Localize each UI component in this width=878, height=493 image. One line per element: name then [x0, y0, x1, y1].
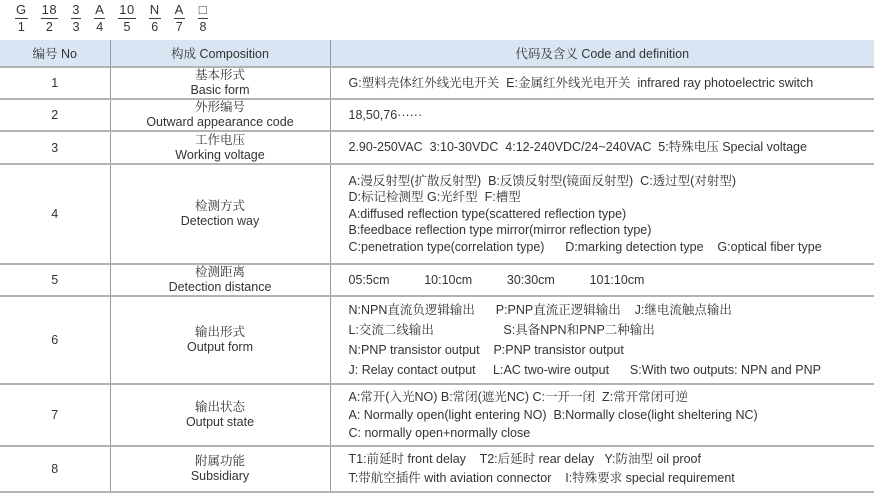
definition-line: J: Relay contact output L:AC two-wire output S:With two outputs: NPN and PNP — [348, 363, 821, 377]
definition-line: N:NPN直流负逻辑输出 P:PNP直流正逻辑输出 J:继电流触点输出 — [348, 303, 732, 317]
definition-line: L:交流二线输出 S:具备NPN和PNP二种输出 — [348, 323, 655, 337]
definition-line: T:带航空插件 with aviation connector I:特殊要求 special requirement — [348, 471, 735, 485]
code-position-3 — [71, 3, 81, 34]
composition-line: Detection distance — [168, 280, 272, 294]
definition-cell — [330, 164, 874, 264]
composition-line: 附属功能 — [194, 454, 245, 468]
definition-cell — [330, 384, 874, 446]
table-row — [0, 67, 874, 99]
composition-cell — [110, 131, 330, 164]
code-char: 18 — [41, 2, 58, 17]
composition-line: 基本形式 — [194, 68, 245, 82]
code-char: A — [95, 2, 105, 17]
definition-cell — [330, 264, 874, 296]
position-number: 8 — [199, 20, 207, 34]
header-code-definition: 代码及含义 Code and definition — [330, 40, 874, 67]
row-number-cell: 7 — [0, 384, 110, 446]
table-row — [0, 264, 874, 296]
composition-line: Output form — [187, 340, 253, 354]
definition-line: B:feedbace reflection type mirror(mirror reflection type) — [348, 223, 652, 238]
code-char: A — [174, 2, 184, 17]
position-number: 5 — [123, 20, 131, 34]
row-number-cell: 3 — [0, 131, 110, 164]
code-char: 10 — [119, 2, 135, 17]
definition-line: 18,50,76······ — [348, 107, 423, 122]
composition-cell — [110, 384, 330, 446]
definition-line: 2.90-250VAC 3:10-30VDC 4:12-240VDC/24~240VAC 5:特殊电压 Special voltage — [348, 140, 807, 155]
definition-line: A:diffused reflection type(scattered reflection type) — [348, 206, 627, 221]
definition-cell — [330, 131, 874, 164]
table-row — [0, 384, 874, 446]
composition-cell — [110, 296, 330, 384]
composition-line: 检测距离 — [194, 265, 245, 279]
position-number: 7 — [175, 20, 183, 34]
code-position-7 — [174, 3, 185, 34]
code-position-8 — [198, 3, 208, 34]
definition-line: A:漫反射型(扩散反射型) B:反馈反射型(镜面反射型) C:透过型(对射型) — [348, 173, 736, 188]
definition-line: N:PNP transistor output P:PNP transistor output — [348, 343, 624, 357]
position-number: 3 — [72, 20, 80, 34]
code-position-4 — [94, 3, 105, 34]
row-number-cell: 8 — [0, 446, 110, 492]
definition-cell — [330, 67, 874, 99]
definition-cell — [330, 446, 874, 492]
position-number: 2 — [45, 20, 53, 34]
composition-line: Outward appearance code — [146, 115, 294, 129]
position-number: 6 — [151, 20, 159, 34]
header-composition: 构成 Composition — [110, 40, 330, 67]
header-no: 编号 No — [0, 40, 110, 67]
row-number-cell: 2 — [0, 99, 110, 131]
row-number-cell: 5 — [0, 264, 110, 296]
position-number: 1 — [17, 20, 25, 34]
table-row — [0, 446, 874, 492]
composition-cell — [110, 99, 330, 131]
table-header-row — [0, 40, 874, 67]
definition-line: G:塑料壳体红外线光电开关 E:金属红外线光电开关 infrared ray photoelectric switch — [348, 75, 814, 90]
composition-cell — [110, 446, 330, 492]
definition-line: A:常开(入光NO) B:常闭(遮光NC) C:一开一闭 Z:常开常闭可逆 — [348, 390, 689, 404]
code-position-2 — [41, 3, 58, 34]
code-char: 3 — [72, 2, 80, 17]
row-number-cell: 6 — [0, 296, 110, 384]
composition-line: Working voltage — [175, 147, 265, 162]
code-char: G — [16, 2, 27, 17]
code-char: N — [149, 2, 160, 17]
composition-cell — [110, 264, 330, 296]
row-number-cell: 4 — [0, 164, 110, 264]
composition-line: Basic form — [190, 83, 250, 97]
definition-line: C:penetration type(correlation type) D:marking detection type G:optical fiber type — [348, 239, 822, 254]
table-row — [0, 296, 874, 384]
table-row — [0, 99, 874, 131]
composition-line: 工作电压 — [194, 132, 245, 147]
definition-line: 05:5cm 10:10cm 30:30cm 101:10cm — [348, 272, 645, 287]
code-position-5 — [118, 3, 135, 34]
definition-cell — [330, 99, 874, 131]
table-row — [0, 131, 874, 164]
composition-line: Subsidiary — [190, 469, 250, 483]
code-char: □ — [198, 2, 208, 17]
model-code-diagram — [0, 3, 878, 37]
composition-line: 外形编号 — [194, 100, 245, 114]
definition-line: D:标记检测型 G:光纤型 F:槽型 — [348, 190, 521, 205]
code-definition-table — [0, 40, 874, 493]
code-position-6 — [149, 3, 161, 34]
composition-line: Detection way — [180, 214, 260, 228]
table-body — [0, 67, 874, 492]
composition-line: 输出形式 — [194, 325, 245, 339]
row-number-cell: 1 — [0, 67, 110, 99]
definition-line: T1:前延时 front delay T2:后延时 rear delay Y:防油型 oil proof — [348, 452, 701, 466]
composition-line: 检测方式 — [194, 199, 245, 213]
composition-cell — [110, 67, 330, 99]
composition-line: Output state — [185, 415, 255, 429]
definition-line: A: Normally open(light entering NO) B:Normally close(light sheltering NC) — [348, 408, 758, 422]
code-position-1 — [15, 3, 28, 34]
position-number: 4 — [96, 20, 104, 34]
definition-cell — [330, 296, 874, 384]
definition-line: C: normally open+normally close — [348, 426, 531, 440]
composition-cell — [110, 164, 330, 264]
table-row — [0, 164, 874, 264]
composition-line: 输出状态 — [194, 400, 245, 414]
